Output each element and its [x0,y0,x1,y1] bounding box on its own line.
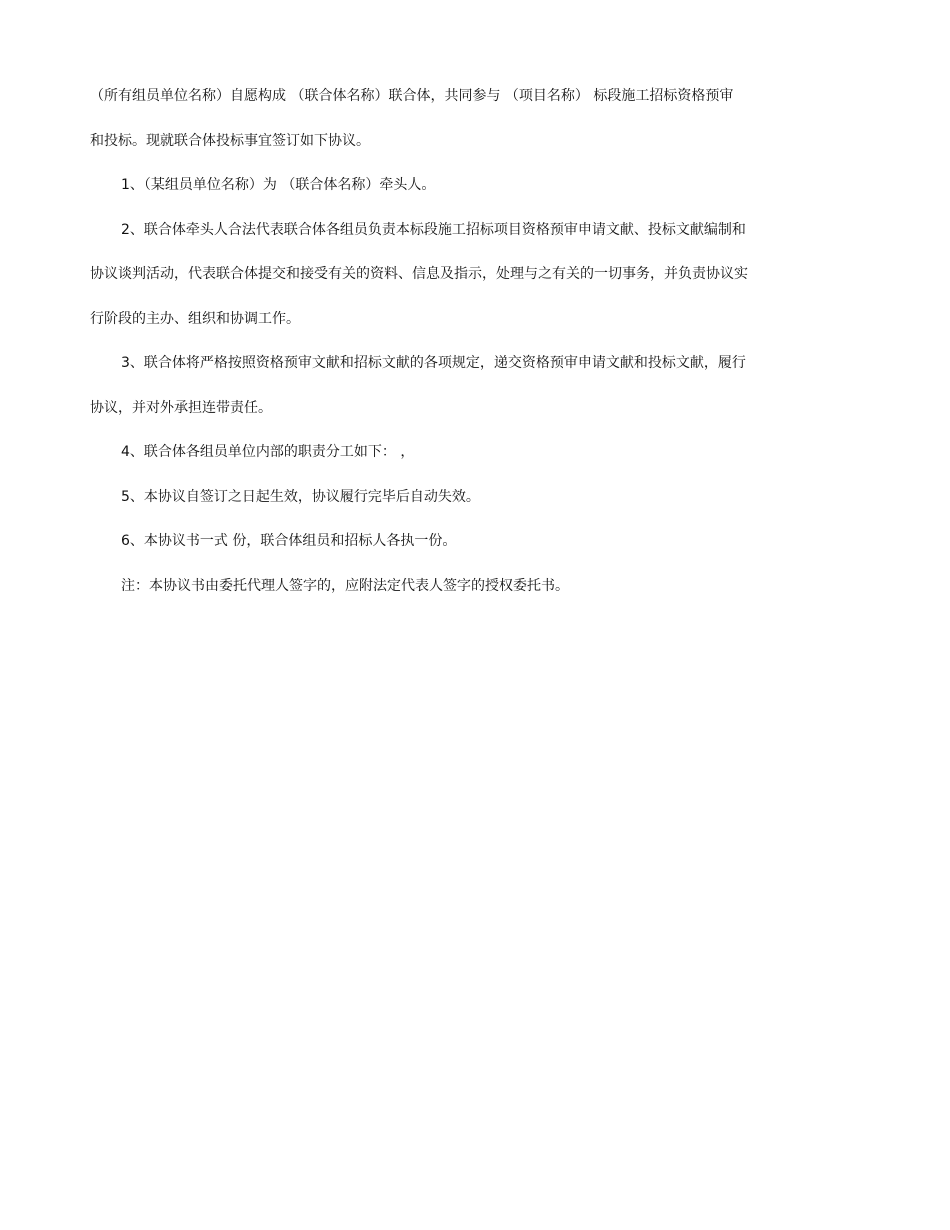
intro-line-2: 和投标。现就联合体投标事宜签订如下协议。 [90,132,370,149]
clause-4-line-1: 4、联合体各组员单位内部的职责分工如下： ， [121,444,415,460]
note-line: 注：本协议书由委托代理人签字的，应附法定代表人签字的授权委托书。 [121,577,569,594]
clause-2-line-2: 协议谈判活动，代表联合体提交和接受有关的资料、信息及指示，处理与之有关的一切事务，并负责协议实 [90,266,748,282]
clause-3-line-1: 3、联合体将严格按照资格预审文献和招标文献的各项规定，递交资格预审申请文献和投标文献，履行 [121,355,746,371]
intro-line-1: （所有组员单位名称）自愿构成 （联合体名称）联合体，共同参与 （项目名称） 标段施工招标资格预审 [90,88,734,104]
clause-5-line-1: 5、本协议自签订之日起生效，协议履行完毕后自动失效。 [121,488,480,505]
clause-6-line-1: 6、本协议书一式 份，联合体组员和招标人各执一份。 [121,533,457,549]
clause-1-line-1: 1、（某组员单位名称）为 （联合体名称）牵头人。 [121,177,436,193]
clause-3-line-2: 协议，并对外承担连带责任。 [90,399,272,416]
agreement-body [90,74,860,608]
clause-2-line-3: 行阶段的主办、组织和协调工作。 [90,310,300,327]
clause-2-line-1: 2、联合体牵头人合法代表联合体各组员负责本标段施工招标项目资格预审申请文献、投标文献编制和 [121,221,746,238]
